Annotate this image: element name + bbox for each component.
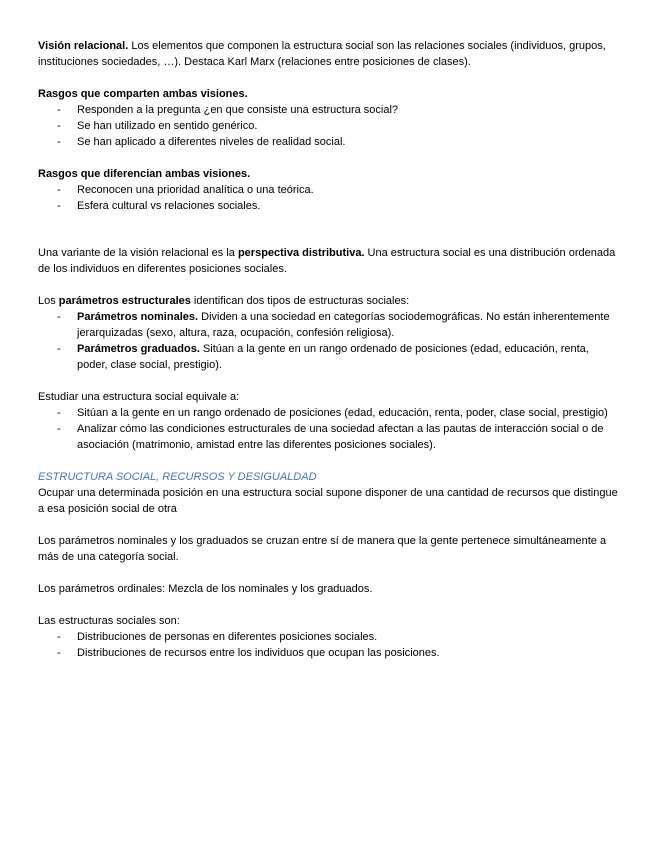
dash-marker: -: [57, 184, 61, 196]
list-item: [38, 198, 619, 214]
list-item-text: Esfera cultural vs relaciones sociales.: [77, 200, 261, 212]
paragraph-ordinales: Los parámetros ordinales: Mezcla de los nominales y los graduados.: [38, 583, 373, 595]
dash-marker: -: [57, 647, 61, 659]
list-item-text: Dividen a una sociedad en categorías sociodemográficas. No están inherentemente jerarquizadas (sexo, altura, raza, ocupación, confesión religiosa).: [77, 311, 610, 339]
paragraph-perspectiva-distributiva: [38, 245, 619, 277]
term-parametros-nominales: Parámetros nominales.: [77, 311, 199, 323]
list-item-text: Se han utilizado en sentido genérico.: [77, 120, 258, 132]
paragraph-ocupar: Ocupar una determinada posición en una estructura social supone disponer de una cantidad de recursos que distingue a esa posición social de otra: [38, 487, 618, 515]
list-item-text: Analizar cómo las condiciones estructurales de una sociedad afectan a las pautas de interacción social o de asociación (matrimonio, amistad entre las diferentes posiciones sociales).: [77, 423, 604, 451]
dash-marker: -: [57, 200, 61, 212]
paragraph-text: identifican dos tipos de estructuras sociales:: [190, 295, 410, 307]
paragraph-parametros-estructurales: [38, 293, 619, 309]
list-item-text: Sitúan a la gente en un rango ordenado de posiciones (edad, educación, renta, poder, clase social, prestigio).: [77, 343, 589, 371]
heading-text: Rasgos que comparten ambas visiones.: [38, 88, 248, 100]
list-item: [38, 341, 619, 373]
paragraph-estudiar: Estudiar una estructura social equivale a:: [38, 391, 240, 403]
list-parametros: [38, 309, 619, 373]
list-item: [38, 629, 619, 645]
list-item-text: Distribuciones de recursos entre los individuos que ocupan las posiciones.: [77, 647, 440, 659]
list-item: [38, 118, 619, 134]
list-item-text: Se han aplicado a diferentes niveles de realidad social.: [77, 136, 346, 148]
paragraph-text: Una variante de la visión relacional es la: [38, 247, 238, 259]
paragraph-text: Los elementos que componen la estructura social son las relaciones sociales (individuos, grupos, instituciones sociedades, …). Destaca Karl Marx (relaciones entre posiciones de clases).: [38, 40, 606, 68]
list-item: [38, 645, 619, 661]
paragraph-text: Los: [38, 295, 59, 307]
list-item: [38, 102, 619, 118]
dash-marker: -: [57, 423, 61, 435]
dash-marker: -: [57, 407, 61, 419]
list-estudiar: [38, 405, 619, 453]
dash-marker: -: [57, 311, 61, 323]
term-parametros-estructurales: parámetros estructurales: [58, 295, 191, 307]
heading-estructura-social: ESTRUCTURA SOCIAL, RECURSOS Y DESIGUALDAD: [38, 471, 317, 483]
term-vision-relacional: Visión relacional.: [38, 40, 129, 52]
list-item-text: Distribuciones de personas en diferentes posiciones sociales.: [77, 631, 378, 643]
heading-rasgos-diferencian: [38, 166, 619, 182]
list-rasgos-comparten: [38, 102, 619, 150]
heading-rasgos-comparten: [38, 86, 619, 102]
list-item-text: Responden a la pregunta ¿en que consiste una estructura social?: [77, 104, 399, 116]
list-item: [38, 134, 619, 150]
paragraph-text: Una estructura social es una distribución ordenada de los individuos en diferentes posiciones sociales.: [38, 247, 616, 275]
list-item-text: Sitúan a la gente en un rango ordenado de posiciones (edad, educación, renta, poder, clase social, prestigio): [77, 407, 608, 419]
term-perspectiva-distributiva: perspectiva distributiva.: [237, 247, 365, 259]
list-item: [38, 182, 619, 198]
list-item: [38, 421, 619, 453]
dash-marker: -: [57, 104, 61, 116]
dash-marker: -: [57, 631, 61, 643]
paragraph-estructuras: Las estructuras sociales son:: [38, 615, 180, 627]
dash-marker: -: [57, 343, 61, 355]
term-parametros-graduados: Parámetros graduados.: [77, 343, 200, 355]
list-item: [38, 405, 619, 421]
dash-marker: -: [57, 120, 61, 132]
paragraph-vision-relacional: [38, 38, 619, 70]
list-item: [38, 309, 619, 341]
dash-marker: -: [57, 136, 61, 148]
paragraph-cruzan: Los parámetros nominales y los graduados se cruzan entre sí de manera que la gente pertenece simultáneamente a más de una categoría social.: [38, 535, 607, 563]
heading-text: Rasgos que diferencian ambas visiones.: [38, 168, 251, 180]
list-rasgos-diferencian: [38, 182, 619, 214]
list-item-text: Reconocen una prioridad analítica o una teórica.: [77, 184, 314, 196]
list-estructuras: [38, 629, 619, 661]
